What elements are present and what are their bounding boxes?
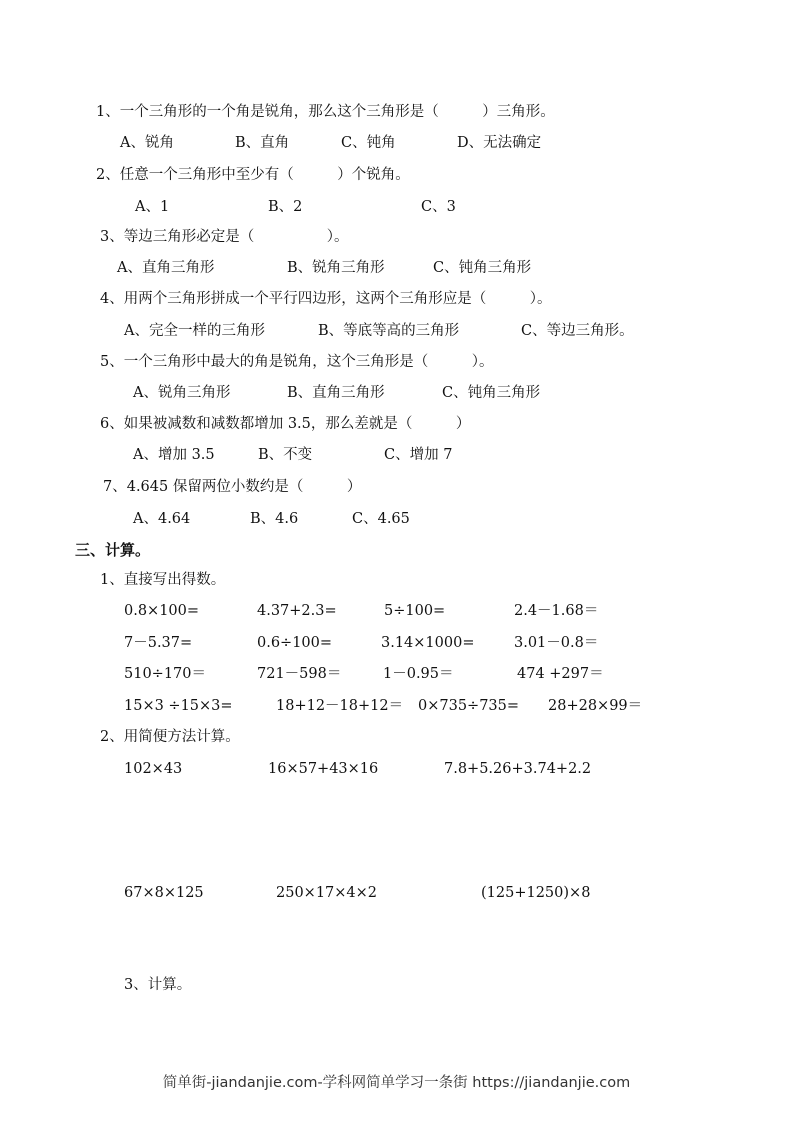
q2-option-b: B、2 (268, 199, 303, 215)
q3-option-a: A、直角三角形 (117, 260, 215, 276)
question-7: 7、4.645 保留两位小数约是（ ） (103, 479, 362, 495)
calc-r4-c3: 0×735÷735= (418, 698, 520, 714)
q2-option-c: C、3 (421, 199, 456, 215)
simplify-r1-c3: 7.8+5.26+3.74+2.2 (444, 761, 592, 777)
calc-r3-c2: 721－598＝ (257, 666, 342, 682)
calc-r1-c4: 2.4－1.68＝ (514, 603, 599, 619)
q1-option-c: C、钝角 (341, 135, 396, 151)
q6-option-c: C、增加 7 (384, 447, 453, 463)
q6-option-a: A、增加 3.5 (133, 447, 215, 463)
calc-r4-c1: 15×3 ÷15×3= (124, 698, 233, 714)
question-5: 5、一个三角形中最大的角是锐角，这个三角形是（ ）。 (100, 354, 494, 370)
question-4: 4、用两个三角形拼成一个平行四边形，这两个三角形应是（ ）。 (100, 291, 552, 307)
calc-r4-c2: 18+12－18+12＝ (276, 698, 404, 714)
part-1-title: 1、直接写出得数。 (100, 572, 226, 588)
question-1: 1、一个三角形的一个角是锐角，那么这个三角形是（ ）三角形。 (96, 104, 555, 120)
calc-r2-c2: 0.6÷100= (257, 635, 333, 651)
simplify-r1-c1: 102×43 (124, 761, 183, 777)
simplify-r2-c1: 67×8×125 (124, 885, 204, 901)
calc-r2-c4: 3.01－0.8＝ (514, 635, 599, 651)
calc-r2-c1: 7－5.37= (124, 635, 193, 651)
simplify-r2-c3: (125+1250)×8 (481, 885, 591, 901)
q7-option-b: B、4.6 (250, 511, 299, 527)
q4-option-b: B、等底等高的三角形 (318, 323, 460, 339)
q1-option-a: A、锐角 (120, 135, 174, 151)
q1-option-b: B、直角 (235, 135, 290, 151)
q5-option-c: C、钝角三角形 (442, 385, 541, 401)
calc-r2-c3: 3.14×1000= (381, 635, 475, 651)
q1-option-d: D、无法确定 (457, 135, 542, 151)
footer-watermark: 简单街-jiandanjie.com-学科网简单学习一条街 https://jiandanjie.com (162, 1075, 631, 1091)
q7-option-c: C、4.65 (352, 511, 410, 527)
part-3-title: 3、计算。 (124, 977, 192, 993)
calc-r1-c2: 4.37+2.3= (257, 603, 337, 619)
question-2: 2、任意一个三角形中至少有（ ）个锐角。 (96, 167, 410, 183)
q3-option-c: C、钝角三角形 (433, 260, 532, 276)
simplify-r1-c2: 16×57+43×16 (268, 761, 379, 777)
calc-r3-c4: 474 +297＝ (517, 666, 604, 682)
calc-r3-c1: 510÷170＝ (124, 666, 207, 682)
simplify-r2-c2: 250×17×4×2 (276, 885, 378, 901)
calc-r1-c1: 0.8×100= (124, 603, 200, 619)
q5-option-b: B、直角三角形 (287, 385, 385, 401)
q4-option-c: C、等边三角形。 (521, 323, 634, 339)
q4-option-a: A、完全一样的三角形 (124, 323, 265, 339)
section-3-title: 三、计算。 (75, 541, 151, 559)
q3-option-b: B、锐角三角形 (287, 260, 385, 276)
calc-r4-c4: 28+28×99＝ (548, 698, 643, 714)
q2-option-a: A、1 (135, 199, 170, 215)
q7-option-a: A、4.64 (133, 511, 191, 527)
question-3: 3、等边三角形必定是（ ）。 (100, 229, 349, 245)
q6-option-b: B、不变 (258, 447, 313, 463)
question-6: 6、如果被减数和减数都增加 3.5，那么差就是（ ） (100, 416, 471, 432)
calc-r3-c3: 1－0.95＝ (383, 666, 454, 682)
part-2-title: 2、用简便方法计算。 (100, 729, 240, 745)
q5-option-a: A、锐角三角形 (133, 385, 231, 401)
calc-r1-c3: 5÷100= (384, 603, 446, 619)
